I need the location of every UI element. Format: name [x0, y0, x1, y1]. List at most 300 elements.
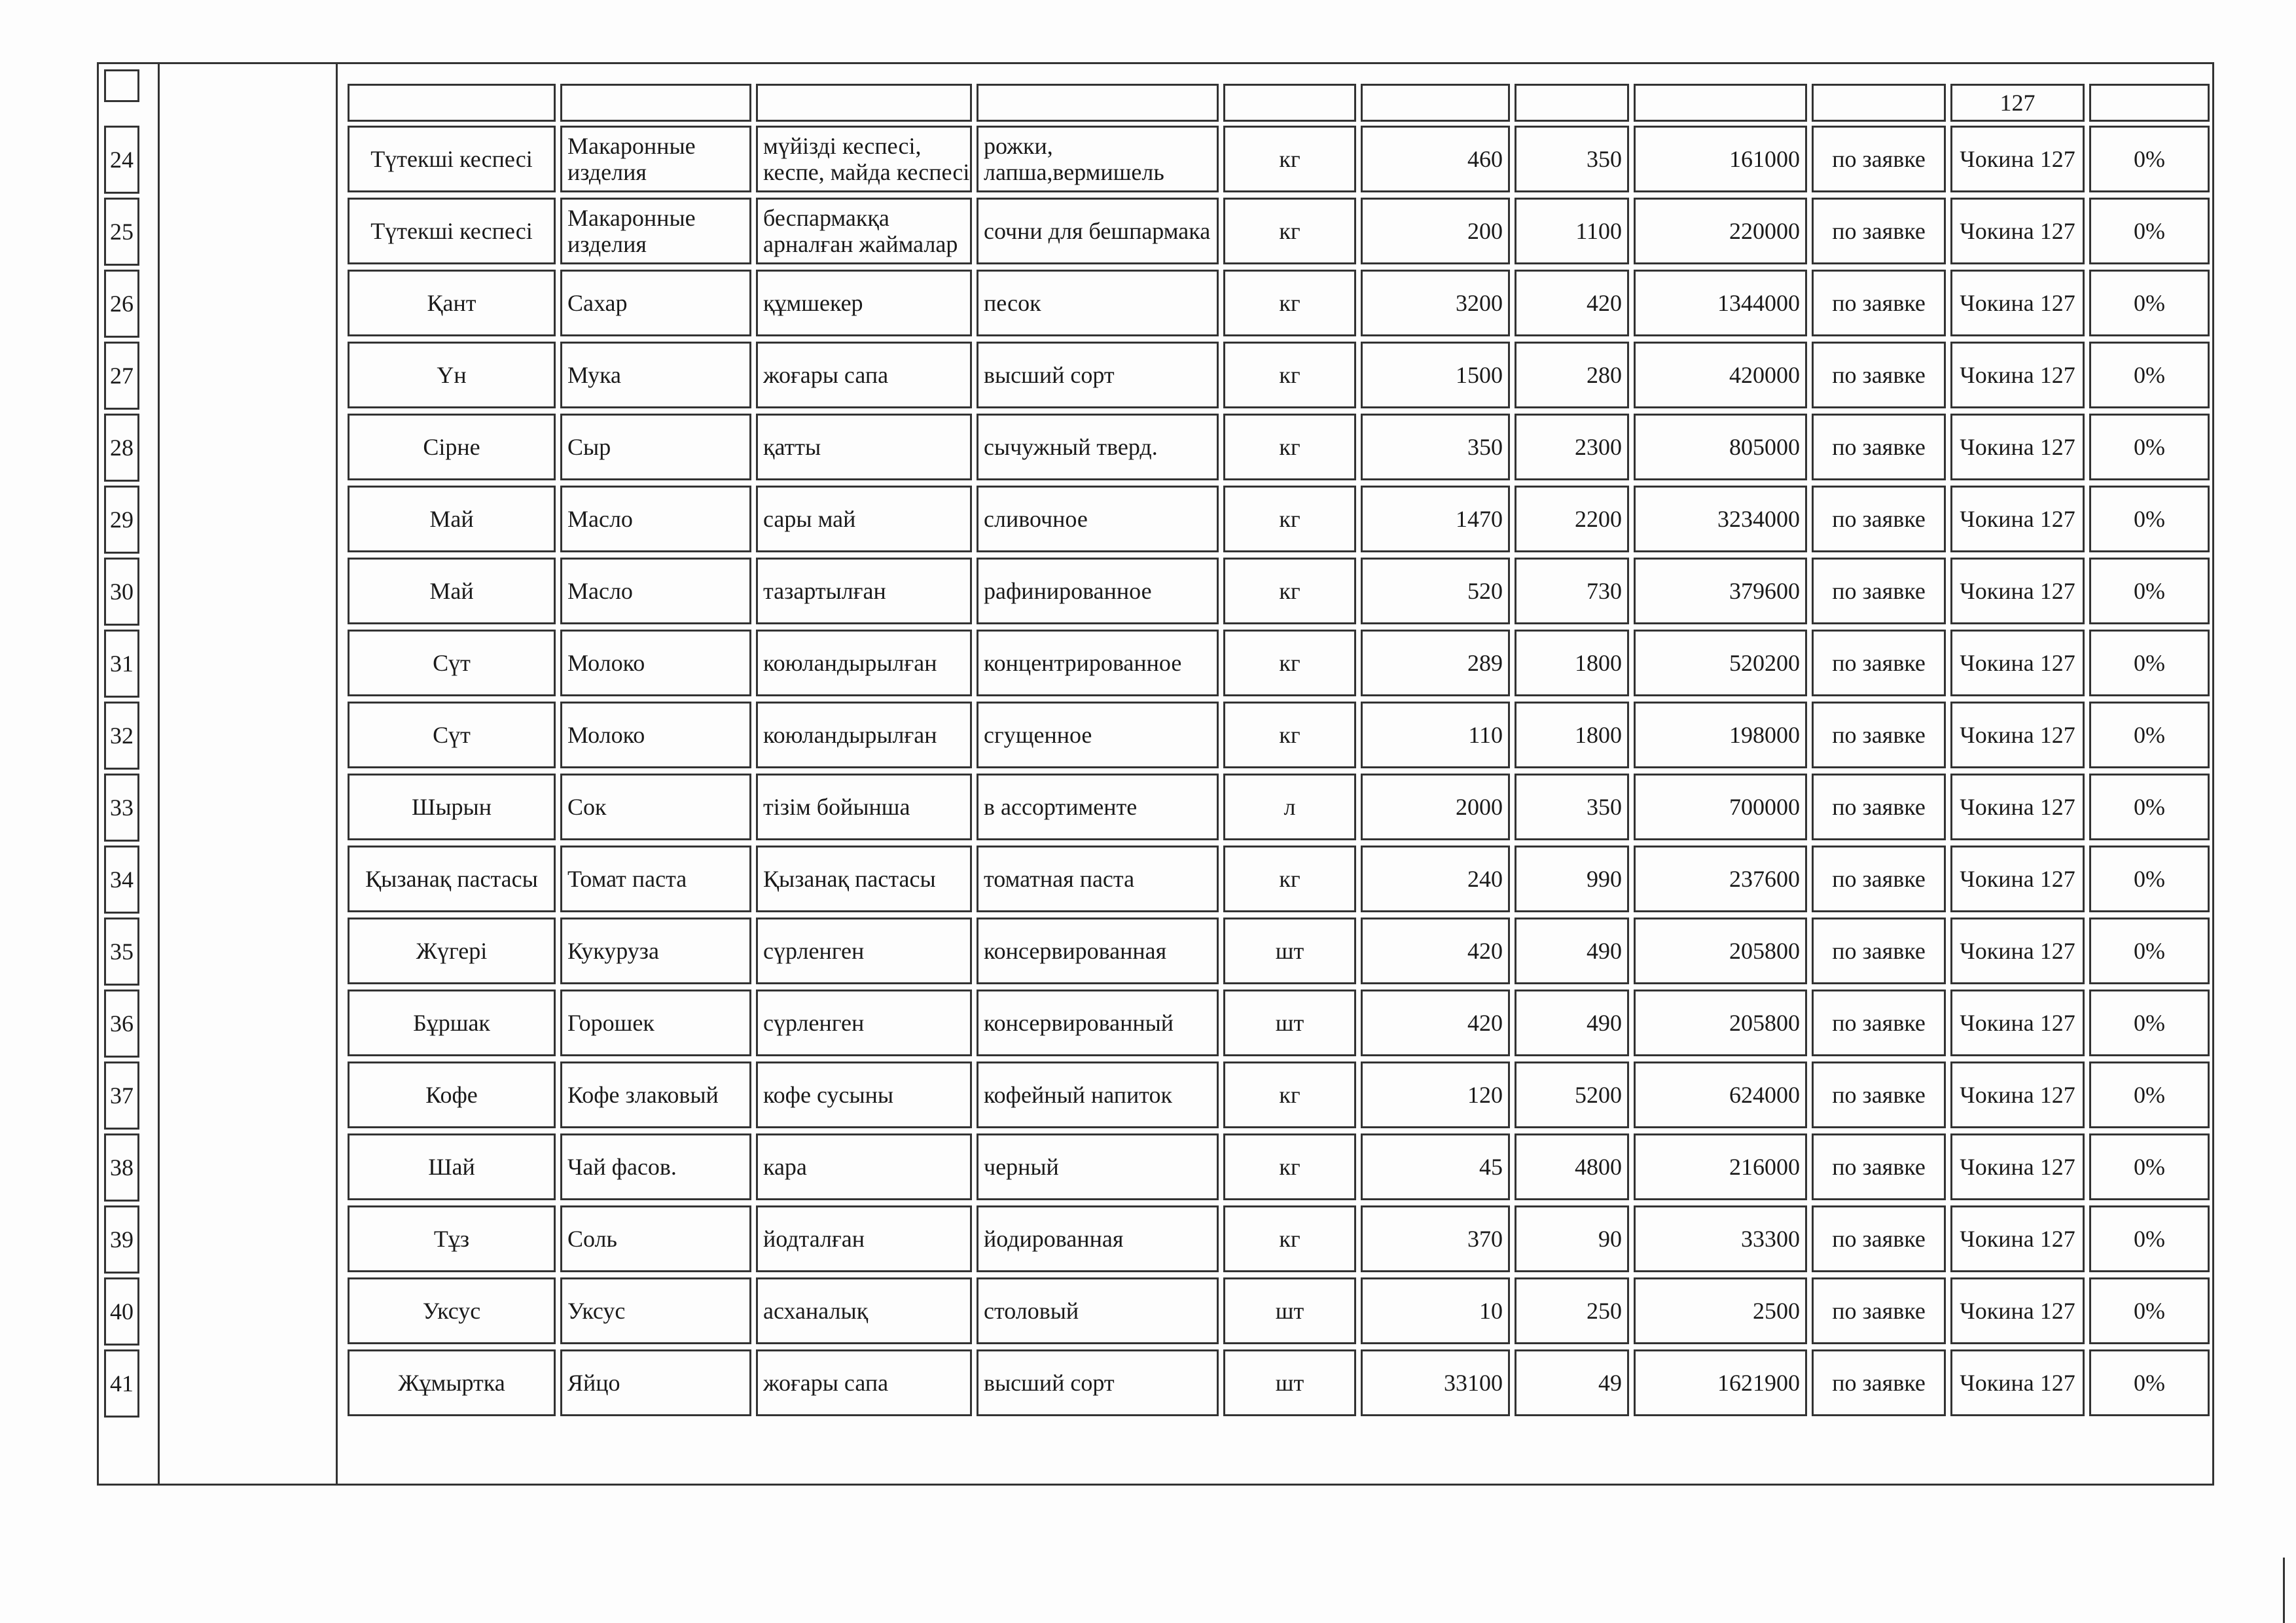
cell-unit — [1223, 342, 1356, 408]
cell-qty — [1361, 342, 1510, 408]
cell-text: 990 — [1587, 866, 1622, 892]
cell-price — [1515, 846, 1629, 912]
cell-desc-ru — [977, 342, 1219, 408]
cell-supplier — [1950, 1205, 2085, 1272]
cell-text: Чокина 127 — [1960, 1298, 2075, 1324]
cell-text: 490 — [1587, 1010, 1622, 1036]
cell-sum — [1634, 126, 1807, 192]
cell-text: Май — [429, 578, 474, 604]
cell-text: 0% — [2134, 434, 2165, 460]
cell-unit — [1223, 846, 1356, 912]
cell-text: Чокина 127 — [1960, 1370, 2075, 1396]
cell-qty — [1361, 486, 1510, 552]
cell-text: 350 — [1587, 146, 1622, 172]
cell-text: 370 — [1467, 1226, 1503, 1252]
cell-desc-kz — [756, 1277, 972, 1344]
cell-text: 1500 — [1456, 362, 1503, 388]
cell-desc-kz — [756, 918, 972, 984]
cell-text: по заявке — [1832, 506, 1926, 532]
cell-unit — [1223, 1133, 1356, 1200]
cell-term — [1812, 1349, 1946, 1416]
cell-qty — [1361, 846, 1510, 912]
cell-text: Молоко — [567, 722, 645, 748]
cell-text: Масло — [567, 578, 633, 604]
table-row — [348, 702, 2210, 768]
cell-name-kz — [348, 126, 556, 192]
table-row — [348, 414, 2210, 480]
cell-desc-kz — [756, 1133, 972, 1200]
table-row — [348, 990, 2210, 1056]
cell-text: кара — [763, 1154, 807, 1180]
cell-unit — [1223, 774, 1356, 840]
cell-text: Кофе злаковый — [567, 1082, 719, 1108]
cell-text: 237600 — [1729, 866, 1800, 892]
cell-text: қатты — [763, 434, 821, 460]
cell-name-ru — [560, 342, 751, 408]
cell-text: 33300 — [1741, 1226, 1800, 1252]
cell-text: 624000 — [1729, 1082, 1800, 1108]
cell-text: кг — [1279, 506, 1300, 532]
cell-text: 490 — [1587, 938, 1622, 964]
cell-text: Чокина 127 — [1960, 1226, 2075, 1252]
cell-term — [1812, 414, 1946, 480]
cell-name-kz — [348, 414, 556, 480]
cell-text: сгущенное — [984, 722, 1092, 748]
cell-price — [1515, 270, 1629, 336]
cell-text: 420 — [1467, 1010, 1503, 1036]
cell-sum — [1634, 1277, 1807, 1344]
cell-text: по заявке — [1832, 1082, 1926, 1108]
cell-sum — [1634, 84, 1807, 122]
cell-text: 0% — [2134, 1298, 2165, 1324]
cell-text: концентрированное — [984, 650, 1182, 676]
cell-name-kz — [348, 270, 556, 336]
cell-desc-ru — [977, 270, 1219, 336]
cell-desc-ru — [977, 1133, 1219, 1200]
cell-qty — [1361, 84, 1510, 122]
cell-vat — [2089, 702, 2210, 768]
cell-vat — [2089, 126, 2210, 192]
cell-text: 280 — [1587, 362, 1622, 388]
row-number-cell: 29 — [104, 486, 139, 554]
cell-vat — [2089, 1349, 2210, 1416]
cell-vat — [2089, 414, 2210, 480]
cell-unit — [1223, 486, 1356, 552]
cell-price — [1515, 1205, 1629, 1272]
cell-text: кг — [1279, 1082, 1300, 1108]
cell-price — [1515, 342, 1629, 408]
cell-text: сары май — [763, 506, 856, 532]
cell-desc-ru — [977, 774, 1219, 840]
cell-unit — [1223, 558, 1356, 624]
cell-text: 0% — [2134, 1226, 2165, 1252]
cell-text: 10 — [1479, 1298, 1503, 1324]
cell-text: 200 — [1467, 218, 1503, 244]
cell-text: кг — [1279, 1226, 1300, 1252]
cell-text: 120 — [1467, 1082, 1503, 1108]
cell-desc-ru — [977, 126, 1219, 192]
cell-desc-kz — [756, 846, 972, 912]
cell-unit — [1223, 414, 1356, 480]
cell-price — [1515, 414, 1629, 480]
cell-text: 2000 — [1456, 794, 1503, 820]
cell-vat — [2089, 846, 2210, 912]
cell-text: коюландырылған — [763, 722, 937, 748]
cell-text: 0% — [2134, 146, 2165, 172]
cell-text: Қызанақ пастасы — [763, 866, 936, 892]
cell-unit — [1223, 1277, 1356, 1344]
cell-text: Бұршак — [413, 1010, 490, 1036]
cell-supplier — [1950, 1277, 2085, 1344]
cell-text: 5200 — [1575, 1082, 1622, 1108]
cell-sum — [1634, 630, 1807, 696]
cell-desc-ru — [977, 630, 1219, 696]
cell-desc-ru — [977, 1205, 1219, 1272]
cell-text: Сірне — [423, 434, 480, 460]
row-number-cell: 41 — [104, 1349, 139, 1418]
cell-text: по заявке — [1832, 650, 1926, 676]
cell-text: Түтекші кеспесі — [370, 146, 533, 172]
cell-text: Макаронные изделия — [567, 133, 696, 185]
cell-price — [1515, 1349, 1629, 1416]
cell-text: по заявке — [1832, 866, 1926, 892]
cell-text: кофейный напиток — [984, 1082, 1172, 1108]
cell-price — [1515, 774, 1629, 840]
cell-text: жоғары сапа — [763, 1370, 889, 1396]
cell-vat — [2089, 990, 2210, 1056]
cell-text: 3200 — [1456, 290, 1503, 316]
cell-qty — [1361, 414, 1510, 480]
cell-supplier — [1950, 990, 2085, 1056]
cell-text: 520 — [1467, 578, 1503, 604]
cell-text: кг — [1279, 362, 1300, 388]
cell-text: 110 — [1468, 722, 1503, 748]
cell-text: кг — [1279, 650, 1300, 676]
cell-text: 198000 — [1729, 722, 1800, 748]
cell-text: 45 — [1479, 1154, 1503, 1180]
cell-unit — [1223, 126, 1356, 192]
cell-name-ru — [560, 1061, 751, 1128]
cell-qty — [1361, 270, 1510, 336]
cell-text: йодированная — [984, 1226, 1124, 1252]
cell-text: кг — [1279, 722, 1300, 748]
cell-text: 420 — [1587, 290, 1622, 316]
cell-text: по заявке — [1832, 218, 1926, 244]
table-row — [348, 1349, 2210, 1416]
cell-text: 805000 — [1729, 434, 1800, 460]
cell-price — [1515, 1061, 1629, 1128]
cell-desc-ru — [977, 702, 1219, 768]
cell-text: 0% — [2134, 650, 2165, 676]
cell-supplier — [1950, 1133, 2085, 1200]
cell-price — [1515, 198, 1629, 264]
cell-term — [1812, 198, 1946, 264]
cell-name-kz — [348, 1061, 556, 1128]
cell-supplier — [1950, 774, 2085, 840]
cell-text: Чокина 127 — [1960, 362, 2075, 388]
cell-text: 350 — [1467, 434, 1503, 460]
cell-name-ru — [560, 558, 751, 624]
cell-text: по заявке — [1832, 1154, 1926, 1180]
cell-text: консервированный — [984, 1010, 1174, 1036]
cell-desc-ru — [977, 1061, 1219, 1128]
cell-text: Жұмыртка — [398, 1370, 505, 1396]
row-number-cell: 36 — [104, 990, 139, 1058]
cell-vat — [2089, 198, 2210, 264]
cell-text: Уксус — [422, 1298, 481, 1324]
cell-price — [1515, 1277, 1629, 1344]
cell-text: сүрленген — [763, 938, 865, 964]
row-number-cell: 32 — [104, 702, 139, 770]
row-number-cell: 37 — [104, 1061, 139, 1130]
cell-text: кг — [1279, 1154, 1300, 1180]
cell-name-kz — [348, 558, 556, 624]
cell-text: 205800 — [1729, 1010, 1800, 1036]
row-number-cell — [104, 69, 139, 102]
cell-text: 250 — [1587, 1298, 1622, 1324]
cell-term — [1812, 846, 1946, 912]
cell-text: по заявке — [1832, 938, 1926, 964]
cell-desc-kz — [756, 198, 972, 264]
cell-desc-kz — [756, 414, 972, 480]
cell-name-ru — [560, 702, 751, 768]
cell-text: кг — [1279, 578, 1300, 604]
cell-supplier — [1950, 846, 2085, 912]
cell-text: в ассортименте — [984, 794, 1138, 820]
cell-vat — [2089, 486, 2210, 552]
cell-text: сүрленген — [763, 1010, 865, 1036]
cell-vat — [2089, 1277, 2210, 1344]
table-row — [348, 1133, 2210, 1200]
cell-price — [1515, 84, 1629, 122]
cell-text: мүйізді кеспесі, кеспе, майда кеспесі — [763, 133, 970, 185]
cell-unit — [1223, 1349, 1356, 1416]
row-number-cell: 24 — [104, 126, 139, 194]
cell-text: рафинированное — [984, 578, 1152, 604]
cell-term — [1812, 702, 1946, 768]
cell-sum — [1634, 270, 1807, 336]
cell-text: 0% — [2134, 578, 2165, 604]
cell-desc-ru — [977, 84, 1219, 122]
cell-term — [1812, 1277, 1946, 1344]
cell-text: Қызанақ пастасы — [365, 866, 538, 892]
cell-supplier: 127 — [1950, 84, 2085, 122]
row-number-cell: 27 — [104, 342, 139, 410]
cell-supplier — [1950, 126, 2085, 192]
cell-text: по заявке — [1832, 1226, 1926, 1252]
cell-text: Молоко — [567, 650, 645, 676]
cell-text: 420000 — [1729, 362, 1800, 388]
cell-price — [1515, 558, 1629, 624]
cell-text: 49 — [1598, 1370, 1622, 1396]
cell-vat — [2089, 1205, 2210, 1272]
row-number-cell: 33 — [104, 774, 139, 842]
cell-text: 2300 — [1575, 434, 1622, 460]
cell-term — [1812, 774, 1946, 840]
cell-name-kz — [348, 1133, 556, 1200]
cell-unit — [1223, 84, 1356, 122]
cell-qty — [1361, 558, 1510, 624]
cell-text: 460 — [1467, 146, 1503, 172]
cell-text: высший сорт — [984, 1370, 1115, 1396]
table-row — [348, 1205, 2210, 1272]
cell-text: по заявке — [1832, 362, 1926, 388]
cell-price — [1515, 630, 1629, 696]
cell-text: 730 — [1587, 578, 1622, 604]
cell-sum — [1634, 342, 1807, 408]
cell-text: Жүгері — [416, 938, 488, 964]
cell-text: Чокина 127 — [1960, 506, 2075, 532]
row-number-cell: 38 — [104, 1133, 139, 1202]
cell-price — [1515, 486, 1629, 552]
cell-qty — [1361, 774, 1510, 840]
table-row — [348, 126, 2210, 192]
table-row — [348, 1061, 2210, 1128]
cell-text: 0% — [2134, 866, 2165, 892]
cell-sum — [1634, 198, 1807, 264]
cell-vat — [2089, 342, 2210, 408]
cell-desc-ru — [977, 486, 1219, 552]
cell-text: Чокина 127 — [1960, 1154, 2075, 1180]
cell-name-kz — [348, 774, 556, 840]
cell-unit — [1223, 630, 1356, 696]
row-number-cell: 35 — [104, 918, 139, 986]
cell-text: беспармакқа арналған жаймалар — [763, 205, 958, 257]
cell-desc-kz — [756, 774, 972, 840]
cell-text: 520200 — [1729, 650, 1800, 676]
cell-text: высший сорт — [984, 362, 1115, 388]
cell-text: 0% — [2134, 938, 2165, 964]
cell-qty — [1361, 990, 1510, 1056]
cell-desc-ru — [977, 414, 1219, 480]
cell-text: сычужный тверд. — [984, 434, 1158, 460]
cell-text: йодталған — [763, 1226, 865, 1252]
cell-text: 3234000 — [1717, 506, 1800, 532]
cell-text: кг — [1279, 434, 1300, 460]
cell-text: песок — [984, 290, 1041, 316]
cell-sum — [1634, 774, 1807, 840]
cell-name-ru — [560, 270, 751, 336]
cell-name-kz — [348, 486, 556, 552]
cell-term — [1812, 126, 1946, 192]
cell-qty — [1361, 1061, 1510, 1128]
cell-text: 420 — [1467, 938, 1503, 964]
cell-supplier — [1950, 702, 2085, 768]
cell-supplier — [1950, 918, 2085, 984]
cell-unit — [1223, 918, 1356, 984]
cell-sum — [1634, 414, 1807, 480]
cell-text: Шай — [428, 1154, 475, 1180]
edge-mark — [2283, 1558, 2285, 1623]
cell-name-kz — [348, 342, 556, 408]
cell-text: Чокина 127 — [1960, 722, 2075, 748]
cell-text: 33100 — [1444, 1370, 1503, 1396]
cell-name-kz — [348, 846, 556, 912]
table-row — [348, 270, 2210, 336]
cell-name-kz — [348, 1277, 556, 1344]
cell-qty — [1361, 702, 1510, 768]
cell-text: 2500 — [1753, 1298, 1800, 1324]
cell-desc-kz — [756, 342, 972, 408]
cell-text: кг — [1279, 218, 1300, 244]
cell-name-ru — [560, 126, 751, 192]
cell-supplier — [1950, 414, 2085, 480]
cell-text: Чокина 127 — [1960, 1082, 2075, 1108]
cell-desc-kz — [756, 1205, 972, 1272]
cell-text: 220000 — [1729, 218, 1800, 244]
cell-desc-kz — [756, 1061, 972, 1128]
cell-text: 0% — [2134, 722, 2165, 748]
cell-desc-ru — [977, 558, 1219, 624]
cell-qty — [1361, 198, 1510, 264]
cell-text: Томат паста — [567, 866, 687, 892]
cell-qty — [1361, 1205, 1510, 1272]
cell-term — [1812, 270, 1946, 336]
cell-text: 700000 — [1729, 794, 1800, 820]
cell-text: рожки, лапша,вермишель — [984, 133, 1164, 185]
cell-text: Масло — [567, 506, 633, 532]
cell-name-ru — [560, 846, 751, 912]
cell-price — [1515, 990, 1629, 1056]
cell-qty — [1361, 1277, 1510, 1344]
cell-text: 0% — [2134, 1082, 2165, 1108]
cell-text: 0% — [2134, 1154, 2165, 1180]
cell-text: Сыр — [567, 434, 611, 460]
cell-sum — [1634, 486, 1807, 552]
cell-text: Чокина 127 — [1960, 1010, 2075, 1036]
table-row — [348, 558, 2210, 624]
cell-text: Чокина 127 — [1960, 938, 2075, 964]
cell-text: Кукуруза — [567, 938, 660, 964]
table-row — [348, 774, 2210, 840]
cell-term — [1812, 990, 1946, 1056]
cell-desc-kz — [756, 84, 972, 122]
cell-price — [1515, 702, 1629, 768]
cell-text: сочни для бешпармака — [984, 218, 1211, 244]
cell-price — [1515, 126, 1629, 192]
cell-vat — [2089, 630, 2210, 696]
cell-text: по заявке — [1832, 578, 1926, 604]
cell-text: 1344000 — [1717, 290, 1800, 316]
cell-name-kz — [348, 1205, 556, 1272]
cell-text: по заявке — [1832, 1370, 1926, 1396]
cell-text: асханалық — [763, 1298, 869, 1324]
cell-name-ru — [560, 1133, 751, 1200]
cell-text: 1100 — [1575, 218, 1622, 244]
row-number-cell: 26 — [104, 270, 139, 338]
cell-term — [1812, 918, 1946, 984]
cell-text: 90 — [1598, 1226, 1622, 1252]
cell-unit — [1223, 198, 1356, 264]
cell-supplier — [1950, 342, 2085, 408]
cell-text: Чокина 127 — [1960, 290, 2075, 316]
cell-price — [1515, 918, 1629, 984]
cell-desc-ru — [977, 846, 1219, 912]
row-number-cell: 28 — [104, 414, 139, 482]
cell-text: 0% — [2134, 1010, 2165, 1036]
table-row — [348, 918, 2210, 984]
cell-sum — [1634, 558, 1807, 624]
cell-name-ru — [560, 1205, 751, 1272]
cell-text: кг — [1279, 290, 1300, 316]
cell-sum — [1634, 702, 1807, 768]
cell-text: 216000 — [1729, 1154, 1800, 1180]
table-row — [348, 630, 2210, 696]
cell-desc-kz — [756, 486, 972, 552]
cell-text: Үн — [437, 362, 467, 388]
cell-text: коюландырылған — [763, 650, 937, 676]
cell-text: сливочное — [984, 506, 1088, 532]
